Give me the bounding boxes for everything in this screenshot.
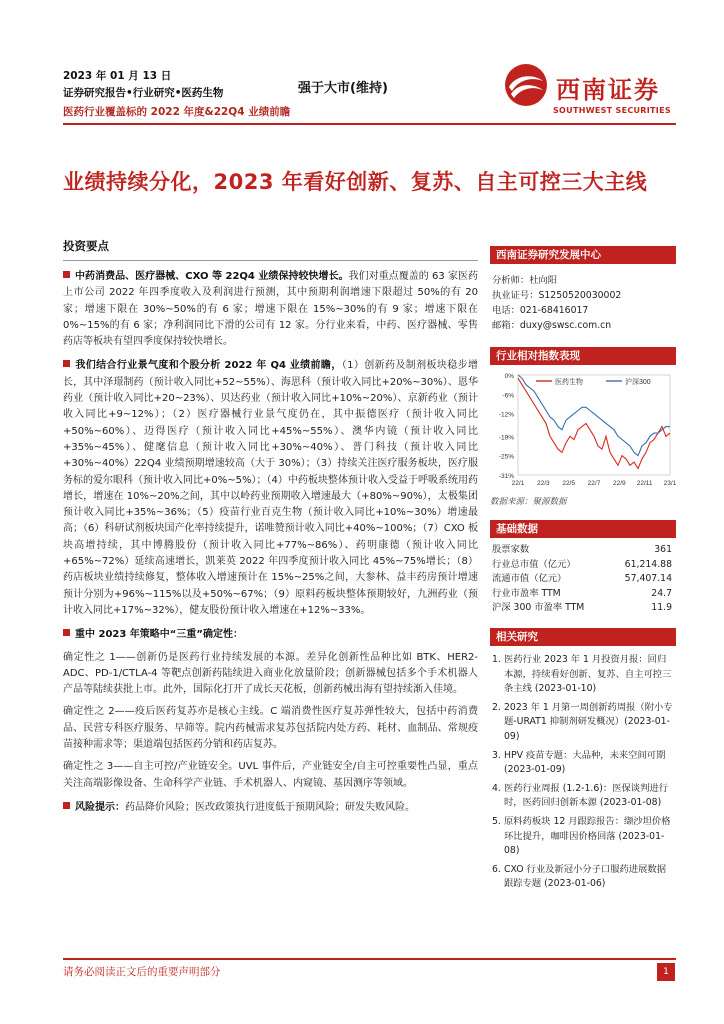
section-title: 投资要点 bbox=[63, 239, 109, 253]
chart-header: 行业相对指数表现 bbox=[490, 347, 676, 365]
basic-data-header: 基础数据 bbox=[490, 520, 676, 538]
basic-data-row: 行业总市值（亿元） 61,214.88 bbox=[492, 558, 672, 570]
footer-divider bbox=[63, 958, 676, 960]
risk-body: 药品降价风险；医改政策执行进度低于预期风险；研发失败风险。 bbox=[125, 801, 415, 813]
bullet-2023-strategy bbox=[63, 627, 478, 643]
series-line-pharma bbox=[518, 378, 670, 468]
related-item[interactable]: 5. 原料药板块 12 月跟踪报告：缬沙坦价格环比提升，咖啡因价格回落 (2023-01-08) bbox=[492, 815, 671, 857]
investment-highlights bbox=[63, 238, 478, 816]
bullet-square-icon bbox=[63, 802, 70, 809]
chart-source: 数据来源：聚源数据 bbox=[490, 497, 567, 507]
legend-label: 医药生物 bbox=[555, 379, 583, 386]
x-tick-label: 22/5 bbox=[562, 480, 575, 487]
footer-notice: 请务必阅读正文后的重要声明部分 bbox=[63, 966, 221, 978]
bullet-q4-forecast bbox=[63, 358, 478, 619]
related-item[interactable]: 6. CXO 行业及新冠小分子口服药进展数据跟踪专题 (2023-01-06) bbox=[492, 863, 666, 890]
certainty-3: 确定性之 3——自主可控/产业链安全。UVL 事件后，产业链安全/自主可控重要性凸显，重点关注高端影像设备、生命科学产业链、手术机器人、内窥镜、基因测序等领域。 bbox=[63, 761, 478, 789]
y-tick-label: -6% bbox=[502, 392, 514, 400]
y-tick-label: 0% bbox=[504, 373, 514, 380]
basic-data-row: 股票家数 361 bbox=[492, 544, 672, 555]
related-item[interactable]: 3. HPV 疫苗专题：大品种，未来空间可期 (2023-01-09) bbox=[492, 749, 666, 776]
certainty-2: 确定性之 2——疫后医药复苏亦是核心主线。C 端消费性医疗复苏弹性较大，包括中药消费品、民营专科医疗服务、早筛等。院内药械需求复苏包括院内处方药、耗材、血制品、常规疫苗接种需求等；渠道端包括医药分销和药店复苏。 bbox=[63, 706, 478, 751]
section-divider bbox=[63, 260, 478, 261]
email[interactable]: 邮箱：duxy@swsc.com.cn bbox=[492, 320, 612, 331]
basic-data-row: 沪深 300 市盈率 TTM 11.9 bbox=[492, 602, 672, 614]
report-subtitle: 医药行业覆盖标的 2022 年度&22Q4 业绩前瞻 bbox=[63, 106, 291, 118]
header-divider bbox=[63, 123, 676, 125]
y-tick-label: -31% bbox=[498, 473, 514, 480]
related-item[interactable]: 2. 2023 年 1 月第一周创新药周报（附小专题-URAT1 抑制剂研发概况）(2023-01-09) bbox=[492, 701, 673, 742]
basic-data-row: 行业市盈率 TTM 24.7 bbox=[492, 587, 672, 599]
sidebar-team-header: 西南证券研究发展中心 bbox=[490, 246, 676, 264]
bullet-lead: 我们结合行业景气度和个股分析 2022 年 Q4 业绩前瞻， bbox=[75, 360, 342, 372]
related-research-header: 相关研究 bbox=[490, 628, 676, 646]
bullet-body: （1）创新药及制剂板块稳步增长，其中泽璟制药（预计收入同比+52~55%）、海思科（预计收入同比+20%~30%）、恩华药业（预计收入同比+20~23%）、贝达药业（预计收入同比+10%~20%）、京新药业（预计收入同比+9~12%）；（2）医疗器械行业景气度仍在，其中振德医疗（预计收入同比+50%~60%）、迈得医疗（预计收入同比+45%~55%）、澳华内镜（预计收入同比+35%~45%）、健麾信息（预计收入同比+30%~40%）、普门科技（预计收入同比+30%~40%）22Q4 业绩预期增速较高（大于 30%）；（3）持续关注医疗服务板块，医疗服务标的爱尔眼科（预计收入同比+0%~5%）；（4）中药板块整体预计收入受益于呼吸系统用药增长，增速在 10%~20%之间，其中以岭药业预期收入增速最大（+80%~90%），太极集团预计收入同比+35%~36%；（5）疫苗行业百克生物（预计收入同比+10%~30%）增速最高；（6）科研试剂板块国产化率持续提升，诺唯赞预计收入同比+40%~100%；（7）CXO 板块高增持续，其中博腾股份（预计收入同比+77%~86%）、药明康德（预计收入同比+65%~72%）延续高速增长，凯莱英 2022 年四季度预计收入同比 45%~75%增长；（8）药店板块业绩持续修复，整体收入增速预计在 15%~25%之间，大参林、益丰药房预计增速预计分别为+96%~115%以及+50%~67%；（9）原料药板块整体预期较好，九洲药业（预计收入同比+17%~32%），健友股份预计收入增速在+12%~33%。 bbox=[63, 360, 478, 616]
analyst: 分析师：杜向阳 bbox=[492, 275, 558, 286]
license-number: 执业证号：S1250520030002 bbox=[492, 290, 622, 301]
bullet-square-icon bbox=[63, 629, 70, 636]
main-title: 业绩持续分化，2023 年看好创新、复苏、自主可控三大主线 bbox=[63, 170, 648, 194]
x-tick-label: 22/1 bbox=[511, 480, 525, 487]
bullet-body: 我们对重点覆盖的 63 家医药上市公司 2022 年四季度收入及利润进行预测，其中预期利润增速下限超过 50%的有 20 家；增速下限在 30%~50%的有 6 家；增速下限在 15%~30%的有 9 家；增速下限在 0%~15%的有 6 家；净利润同比下滑的公司有 12 家。分行业来看，中药、医疗器械、零售药店等板块有望四季度保持较快增长。 bbox=[63, 271, 478, 348]
report-type: 证券研究报告•行业研究•医药生物 bbox=[63, 87, 224, 99]
relative-index-chart bbox=[490, 367, 676, 493]
page-number: 1 bbox=[657, 963, 675, 981]
bullet-lead: 中药消费品、医疗器械、CXO 等 22Q4 业绩保持较快增长。 bbox=[75, 271, 349, 282]
y-tick-label: -12% bbox=[498, 411, 514, 419]
related-item[interactable]: 1. 医药行业 2023 年 1 月投资月报：回归本源，持续看好创新、复苏、自主可控三条主线 (2023-01-10) bbox=[492, 653, 672, 695]
related-research-list bbox=[490, 646, 676, 892]
x-tick-label: 22/11 bbox=[636, 480, 653, 487]
bullet-square-icon bbox=[63, 360, 70, 367]
basic-data-table bbox=[490, 538, 676, 616]
x-tick-label: 22/7 bbox=[587, 480, 601, 487]
logo-icon bbox=[503, 62, 549, 108]
legend-label: 沪深300 bbox=[625, 379, 651, 386]
bullet-q4-growth bbox=[63, 269, 478, 350]
logo-text: 西南证券 bbox=[556, 75, 660, 104]
certainty-1: 确定性之 1——创新仍是医药行业持续发展的本源。差异化创新性品种比如 BTK、HER2-ADC、PD-1/CTLA-4 等靶点创新药陆续进入商业化放量阶段；创新器械包括多个手术机器人产品等陆续获批上市。此外，国际化打开了成长天花板，创新药械出海有望持续渐入佳境。 bbox=[63, 651, 478, 696]
bullet-lead: 重中 2023 年策略中“三重”确定性： bbox=[75, 629, 243, 641]
y-tick-label: -19% bbox=[498, 434, 514, 442]
chart-plot-area bbox=[518, 375, 670, 475]
risk-warning bbox=[63, 800, 478, 816]
x-tick-label: 22/3 bbox=[537, 480, 550, 487]
basic-data-row: 流通市值（亿元） 57,407.14 bbox=[492, 573, 672, 585]
risk-lead: 风险提示： bbox=[75, 801, 125, 813]
rating: 强于大市(维持) bbox=[298, 81, 388, 96]
logo-english: SOUTHWEST SECURITIES bbox=[553, 106, 671, 115]
bullet-square-icon bbox=[63, 271, 70, 278]
x-tick-label: 22/9 bbox=[613, 480, 626, 487]
y-tick-label: -25% bbox=[498, 453, 514, 461]
report-date: 2023 年 01 月 13 日 bbox=[63, 70, 172, 82]
x-tick-label: 23/1 bbox=[663, 480, 676, 487]
sidebar bbox=[490, 246, 676, 896]
phone: 电话：021-68416017 bbox=[492, 305, 589, 316]
related-item[interactable]: 4. 医药行业周报 (1.2-1.6)：医保谈判进行时，医药回归创新本源 (2023-01-08) bbox=[492, 782, 668, 809]
